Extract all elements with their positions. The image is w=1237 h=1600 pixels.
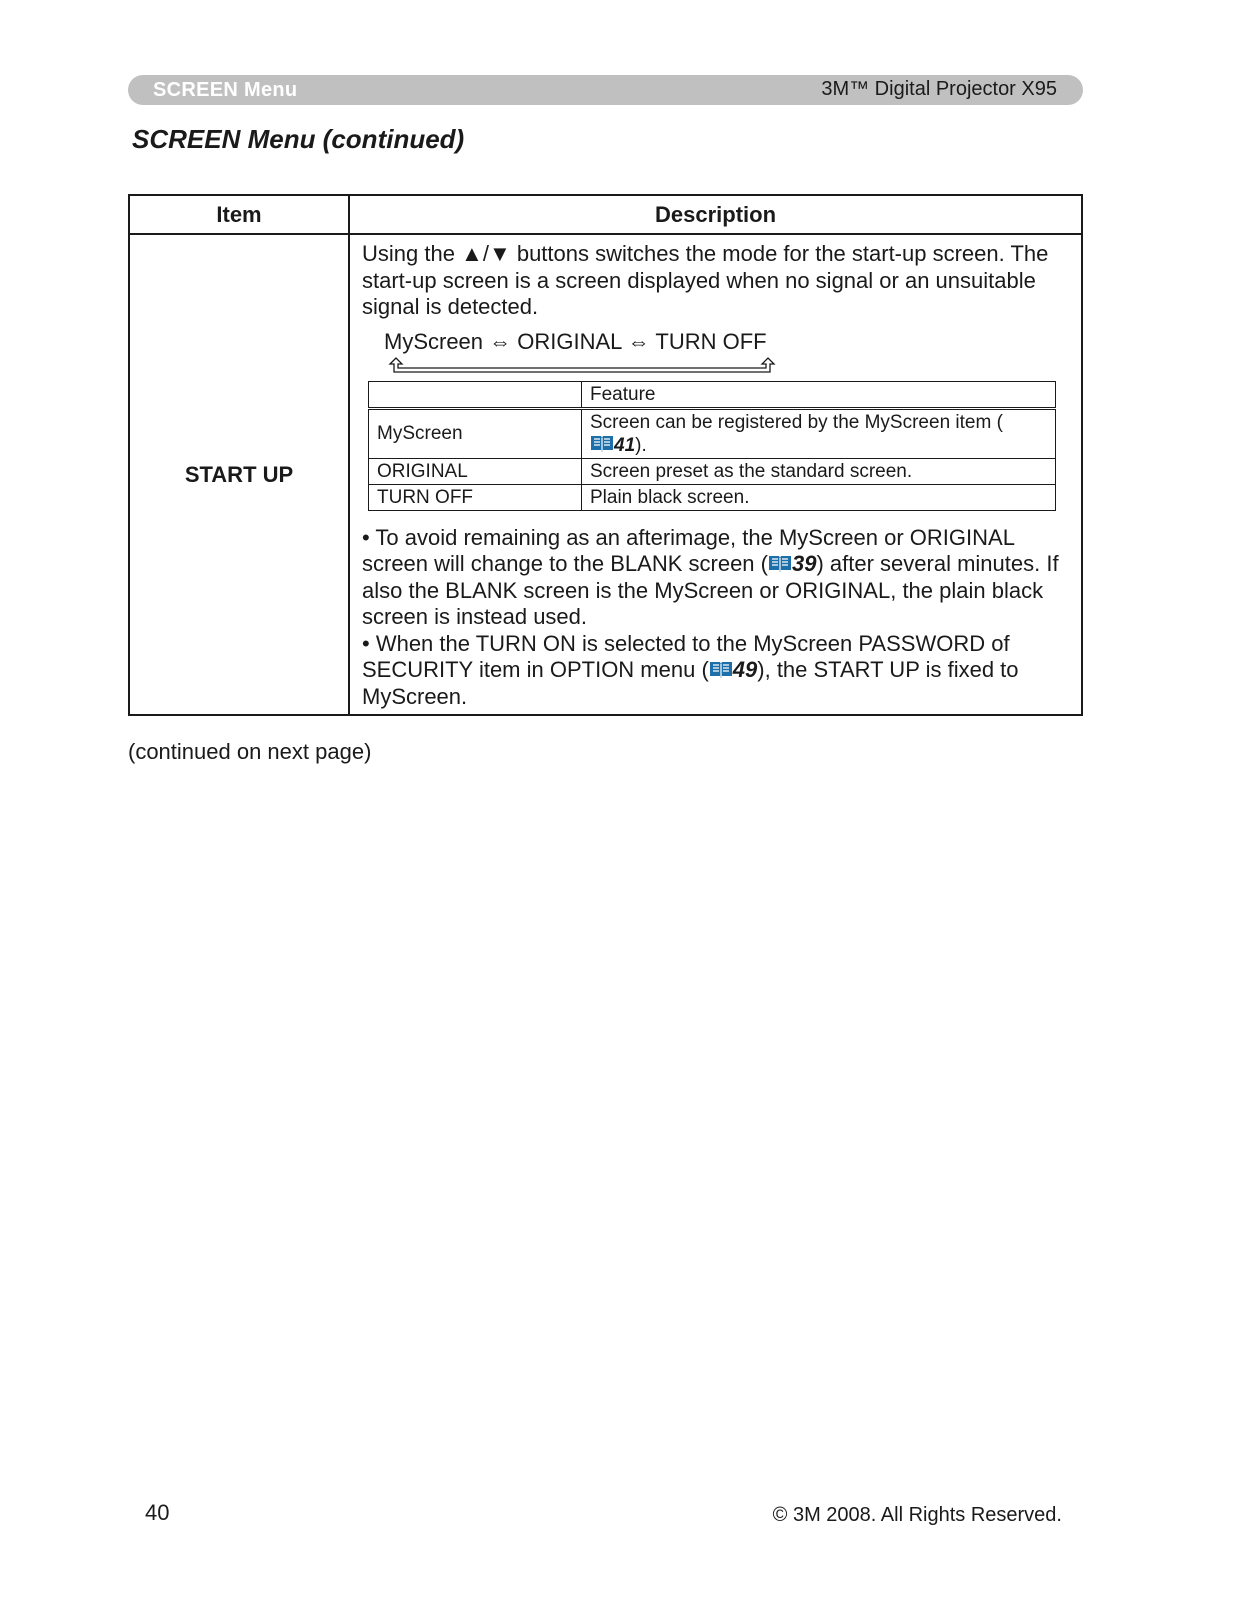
copyright-notice: © 3M 2008. All Rights Reserved. — [772, 1504, 1062, 1526]
feature-table — [368, 381, 1056, 511]
loop-back-arrow-icon — [388, 355, 780, 377]
column-header-description: Description — [349, 195, 1082, 234]
header-product-name: 3M™ Digital Projector X95 — [821, 78, 1057, 100]
page-reference-link[interactable] — [590, 435, 635, 456]
header-bar — [128, 75, 1083, 105]
feature-mode-name: ORIGINAL — [369, 458, 582, 484]
feature-description: Plain black screen. — [582, 484, 1056, 510]
page-reference-number: 41 — [614, 434, 636, 456]
book-reference-icon — [709, 660, 733, 679]
note-text: • When the TURN ON is selected to the MyScreen PASSWORD of SECURITY item in OPTION menu ( — [362, 630, 1010, 682]
feature-table-header — [369, 381, 1056, 408]
table-row — [129, 234, 1082, 715]
page-title: SCREEN Menu (continued) — [132, 124, 465, 154]
feature-row-original — [369, 458, 1056, 484]
note-text: ), the START UP is fixed to MyScreen. — [362, 657, 1019, 709]
description-intro: Using the ▲/▼ buttons switches the mode for the start-up screen. The start-up screen is a screen displayed when no signal or an unsuitable signal is detected. — [362, 241, 1049, 319]
book-reference-icon — [590, 434, 614, 453]
feature-row-turn-off — [369, 484, 1056, 510]
page-reference-number: 39 — [791, 551, 817, 576]
feature-mode-name: TURN OFF — [369, 484, 582, 510]
book-reference-icon — [768, 554, 792, 573]
page-number: 40 — [145, 1500, 170, 1525]
note-text: ) after several minutes. If also the BLANK screen is the MyScreen or ORIGINAL, the plain black screen is instead used. — [362, 551, 1059, 629]
feature-text-suffix: ). — [635, 434, 647, 456]
feature-text: Screen can be registered by the MyScreen item ( — [590, 411, 1003, 433]
item-name: START UP — [129, 234, 349, 715]
feature-mode-name: MyScreen — [369, 408, 582, 458]
note-password — [362, 631, 1067, 711]
page-reference-link[interactable] — [768, 551, 816, 576]
table-header-row — [129, 195, 1082, 234]
feature-table-header-blank — [369, 381, 582, 408]
continued-note: (continued on next page) — [128, 739, 372, 764]
feature-description — [582, 408, 1056, 458]
mode-cycle: MyScreen ⇔ ORIGINAL ⇔ TURN OFF — [384, 328, 767, 354]
note-text: • To avoid remaining as an afterimage, the MyScreen or ORIGINAL screen will change to the BLANK screen ( — [362, 524, 1015, 576]
column-header-item: Item — [129, 195, 349, 234]
item-description — [349, 234, 1082, 715]
page-reference-number: 49 — [732, 657, 758, 682]
header-section-label: SCREEN Menu — [153, 79, 298, 101]
feature-row-myscreen — [369, 408, 1056, 458]
note-afterimage — [362, 525, 1067, 631]
feature-table-header-feature: Feature — [582, 381, 1056, 408]
feature-description: Screen preset as the standard screen. — [582, 458, 1056, 484]
page-reference-link[interactable] — [709, 657, 757, 682]
screen-menu-table — [128, 194, 1083, 716]
